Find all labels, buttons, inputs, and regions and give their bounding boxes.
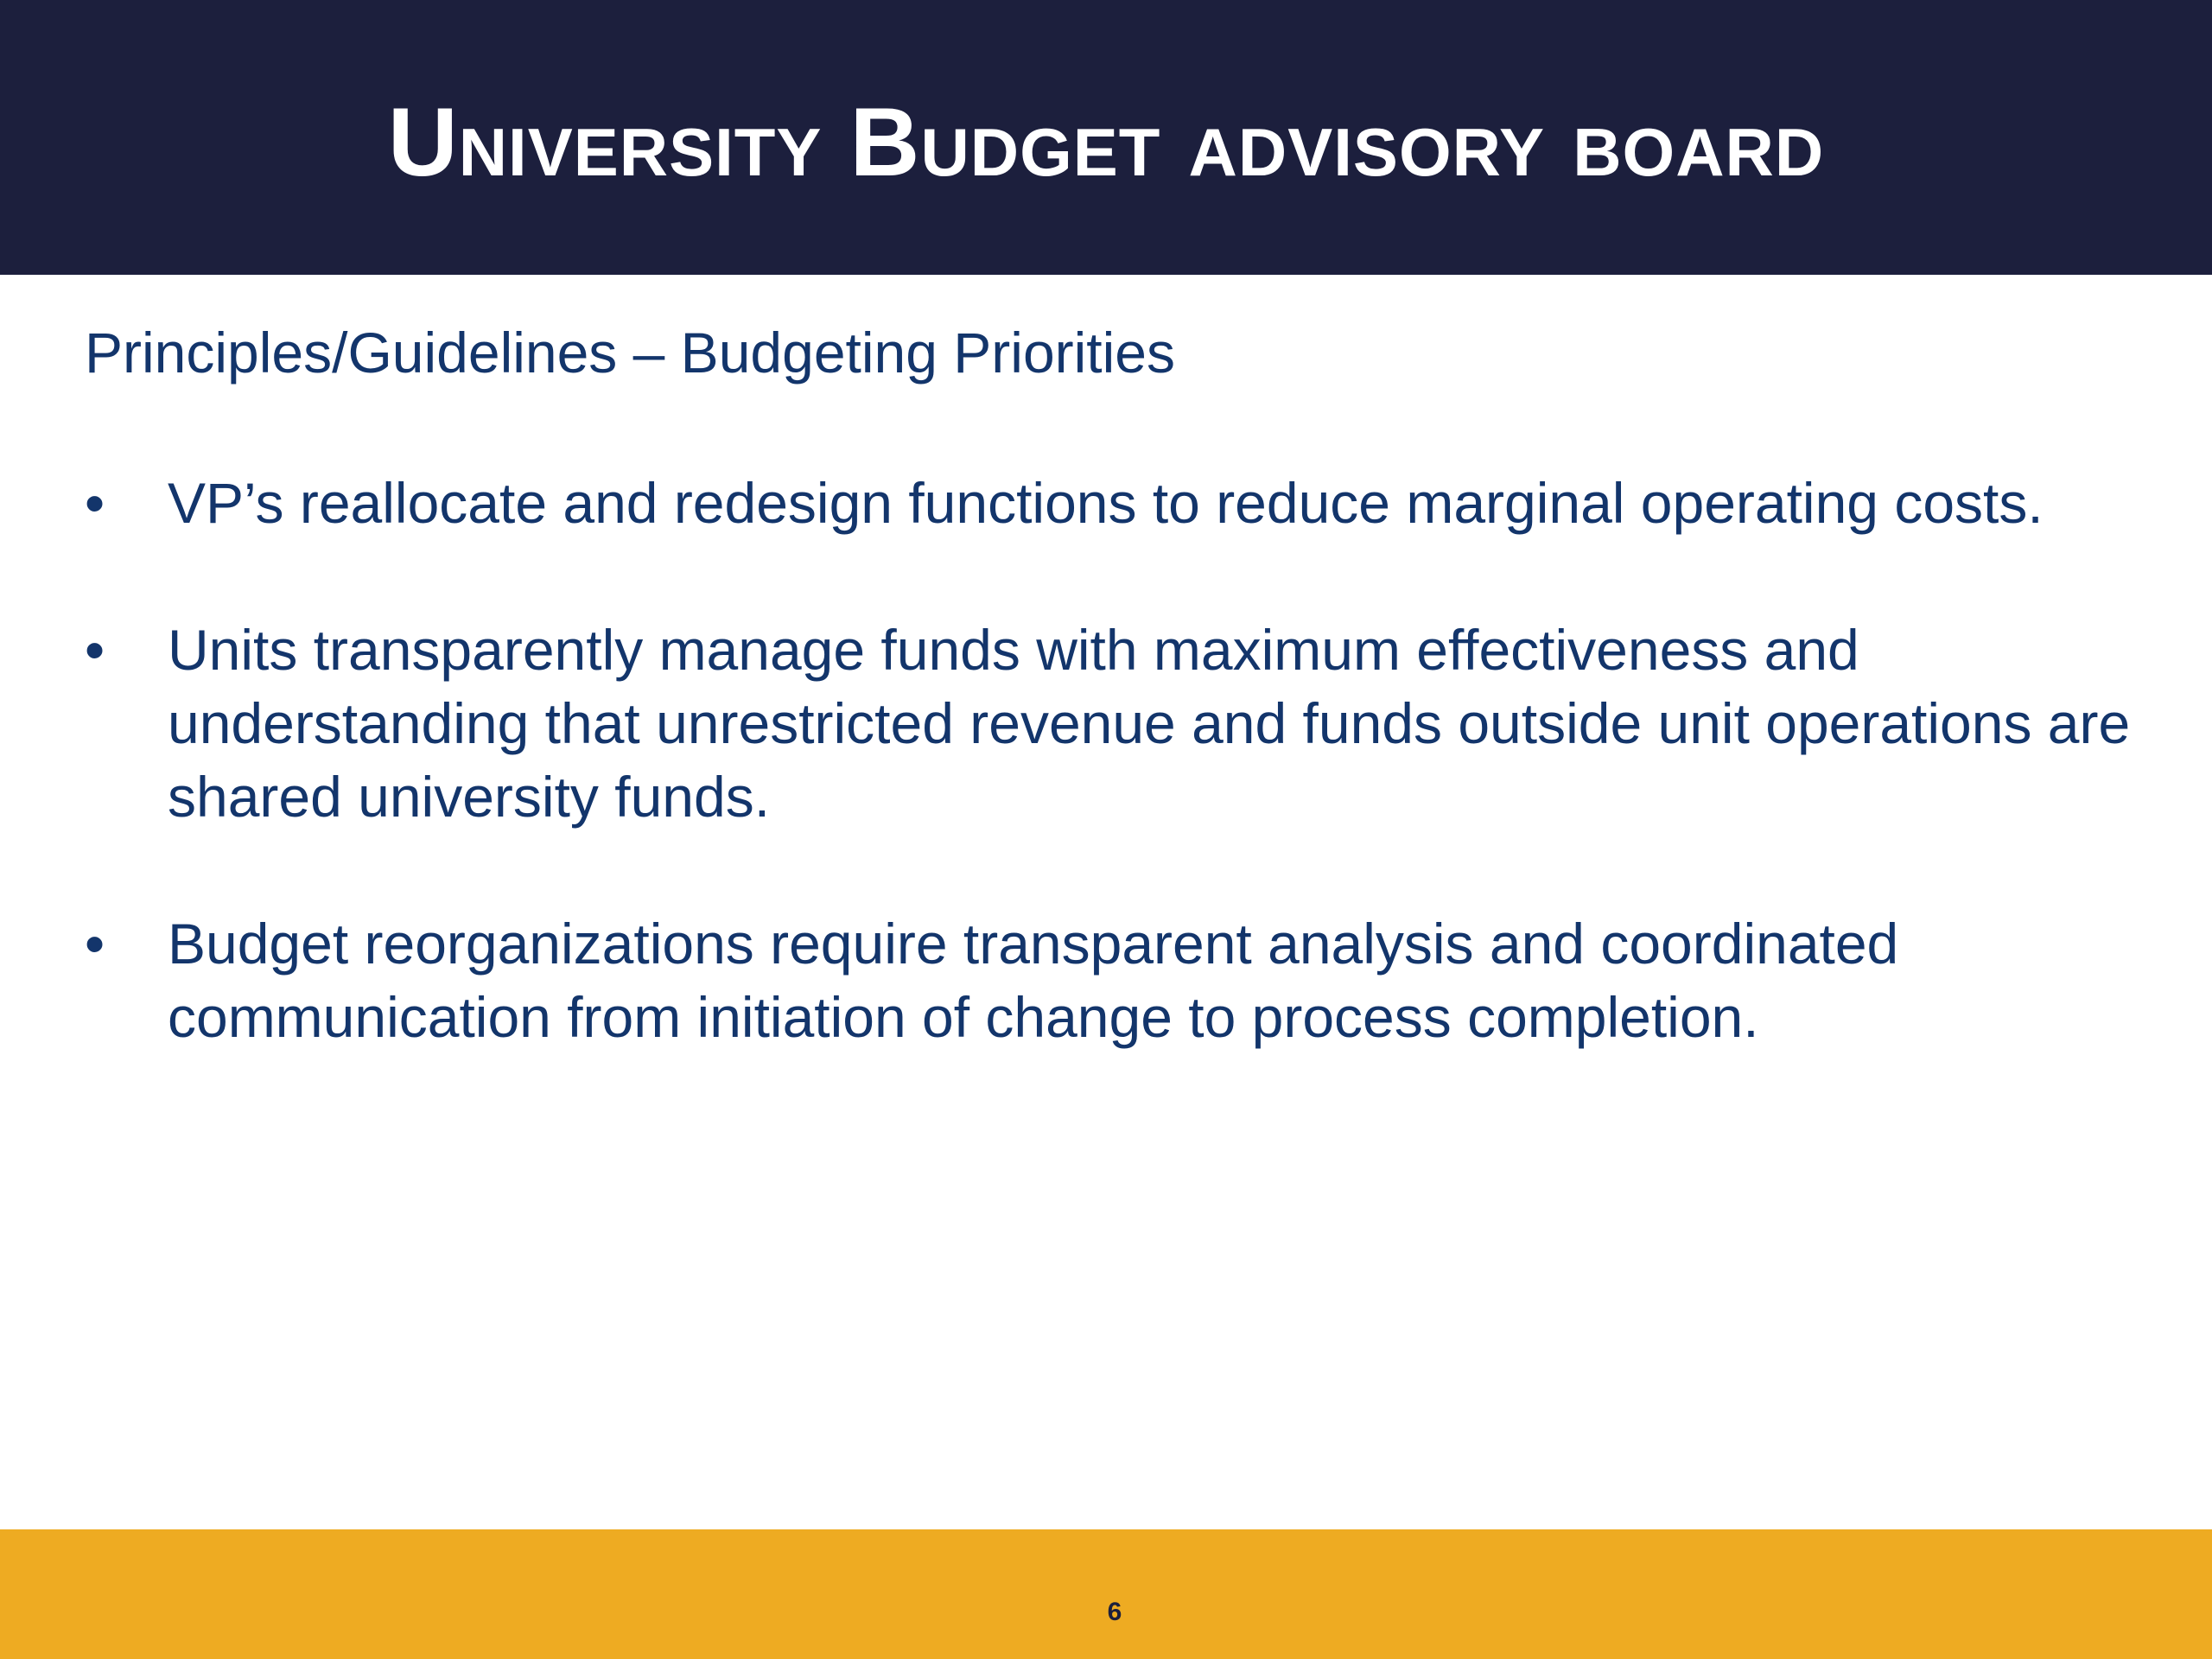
bullet-item: [85, 907, 2141, 1054]
slide-title: University Budget advisory board: [387, 88, 1825, 196]
footer-bar: [0, 1529, 2212, 1659]
slide-subtitle: Principles/Guidelines – Budgeting Priorities: [85, 321, 1175, 385]
bullet-text: Budget reorganizations require transparent analysis and coordinated communication from initiation of change to process completion.: [168, 912, 1899, 1049]
bullet-list: [85, 467, 2141, 1128]
bullet-marker: •: [85, 912, 105, 976]
bullet-text: Units transparently manage funds with maximum effectiveness and understanding that unrestricted revenue and funds outside unit operations are shared university funds.: [168, 618, 2131, 829]
bullet-text: VP’s reallocate and redesign functions to reduce marginal operating costs.: [168, 471, 2044, 535]
page-number: 6: [1107, 1598, 1122, 1626]
bullet-marker: •: [85, 618, 105, 682]
bullet-item: [85, 613, 2141, 834]
bullet-item: [85, 467, 2141, 540]
bullet-marker: •: [85, 471, 105, 535]
